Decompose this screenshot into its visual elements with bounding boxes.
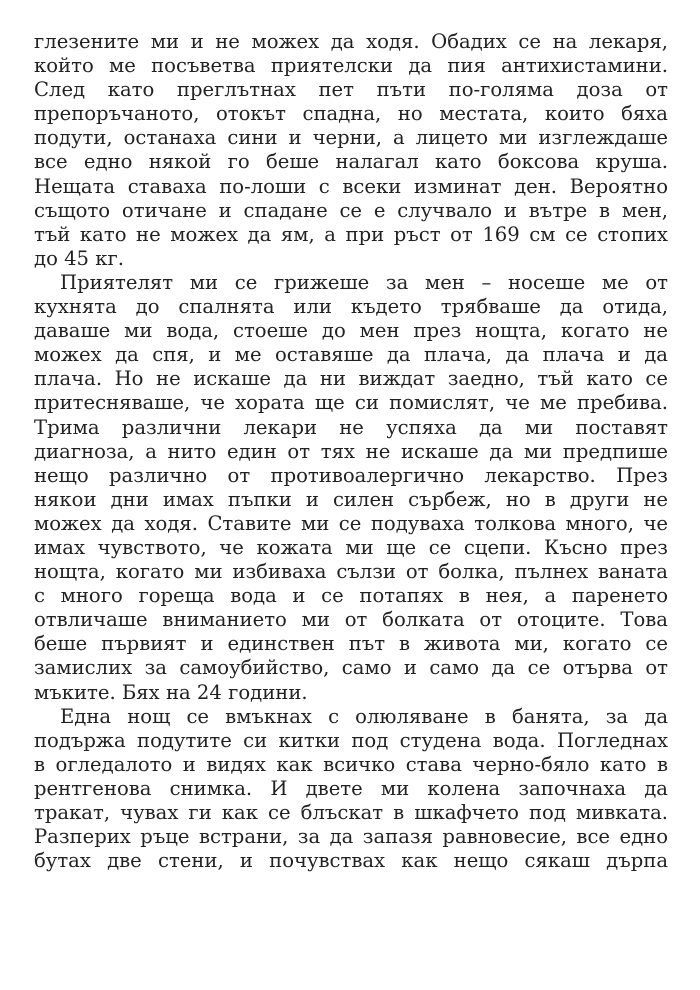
text-line: бутах две стени, и почувствах как нещо сякаш дърпа: [34, 849, 668, 873]
text-line: имах чувството, че кожата ми ще се сцепи. Късно през: [34, 535, 668, 559]
text-line: тъй като не можех да ям, а при ръст от 169 см се стопих: [34, 222, 668, 246]
text-line: Нещата ставаха по-лоши с всеки изминат ден. Вероятно: [34, 174, 668, 198]
text-line: с много гореща вода и се потапях в нея, а паренето: [34, 584, 668, 608]
text-line: препоръчаното, отокът спадна, но местата, които бяха: [34, 102, 668, 126]
text-line: Приятелят ми се грижеше за мен – носеше ме от: [60, 270, 668, 294]
paragraph: [34, 705, 668, 874]
text-line: все едно някой го беше налагал като боксова круша.: [34, 150, 668, 174]
text-line: до 45 кг.: [34, 246, 124, 270]
text-line: глезените ми и не можех да ходя. Обадих се на лекаря,: [34, 30, 668, 53]
text-line: някои дни имах пъпки и силен сърбеж, но в други не: [34, 487, 668, 511]
paragraph: [34, 30, 668, 271]
text-line: който ме посъветва приятелски да пия антихистамини.: [34, 54, 668, 78]
text-line: диагноза, а нито един от тях не искаше да ми предпише: [34, 439, 668, 463]
text-line: кухнята до спалнята или където трябваше да отида,: [34, 295, 668, 319]
text-line: тракат, чувах ги как се блъскат в шкафчето под мивката.: [34, 801, 668, 824]
document-page: [34, 30, 668, 873]
text-line: отвличаше вниманието ми от болката от отоците. Това: [34, 608, 668, 632]
text-line: мъките. Бях на 24 години.: [34, 680, 308, 704]
text-line: в огледалото и видях как всичко става черно-бяло като в: [34, 752, 668, 776]
text-line: даваше ми вода, стоеше до мен през нощта, когато не: [34, 319, 668, 343]
text-line: подути, останаха сини и черни, а лицето ми изглеждаше: [34, 126, 668, 150]
text-line: същото отичане и спадане се е случвало и вътре в мен,: [34, 198, 668, 222]
text-line: Разперих ръце встрани, за да запазя равновесие, все едно: [34, 825, 668, 849]
text-line: можех да ходя. Ставите ми се подуваха толкова много, че: [34, 511, 668, 535]
text-line: притесняваше, че хората ще си помислят, че ме пребива.: [34, 391, 668, 415]
text-line: След като преглътнах пет пъти по-голяма доза от: [34, 78, 668, 102]
text-line: рентгенова снимка. И двете ми колена започнаха да: [34, 776, 668, 800]
text-line: можех да спя, и ме оставяше да плача, да плача и да: [34, 343, 668, 367]
paragraph: [34, 271, 668, 705]
text-line: нощта, когато ми избиваха сълзи от болка, пълнех ваната: [34, 560, 668, 584]
text-line: Трима различни лекари не успяха да ми поставят: [34, 415, 668, 439]
text-line: замислих за самоубийство, само и само да се отърва от: [34, 656, 668, 680]
text-line: подържа подутите си китки под студена вода. Погледнах: [34, 728, 668, 752]
text-line: беше първият и единствен път в живота ми, когато се: [34, 632, 668, 656]
text-line: плача. Но не искаше да ни виждат заедно, тъй като се: [34, 367, 668, 391]
text-line: нещо различно от противоалергично лекарство. През: [34, 463, 668, 487]
text-line: Една нощ се вмъкнах с олюляване в банята, за да: [60, 704, 668, 728]
